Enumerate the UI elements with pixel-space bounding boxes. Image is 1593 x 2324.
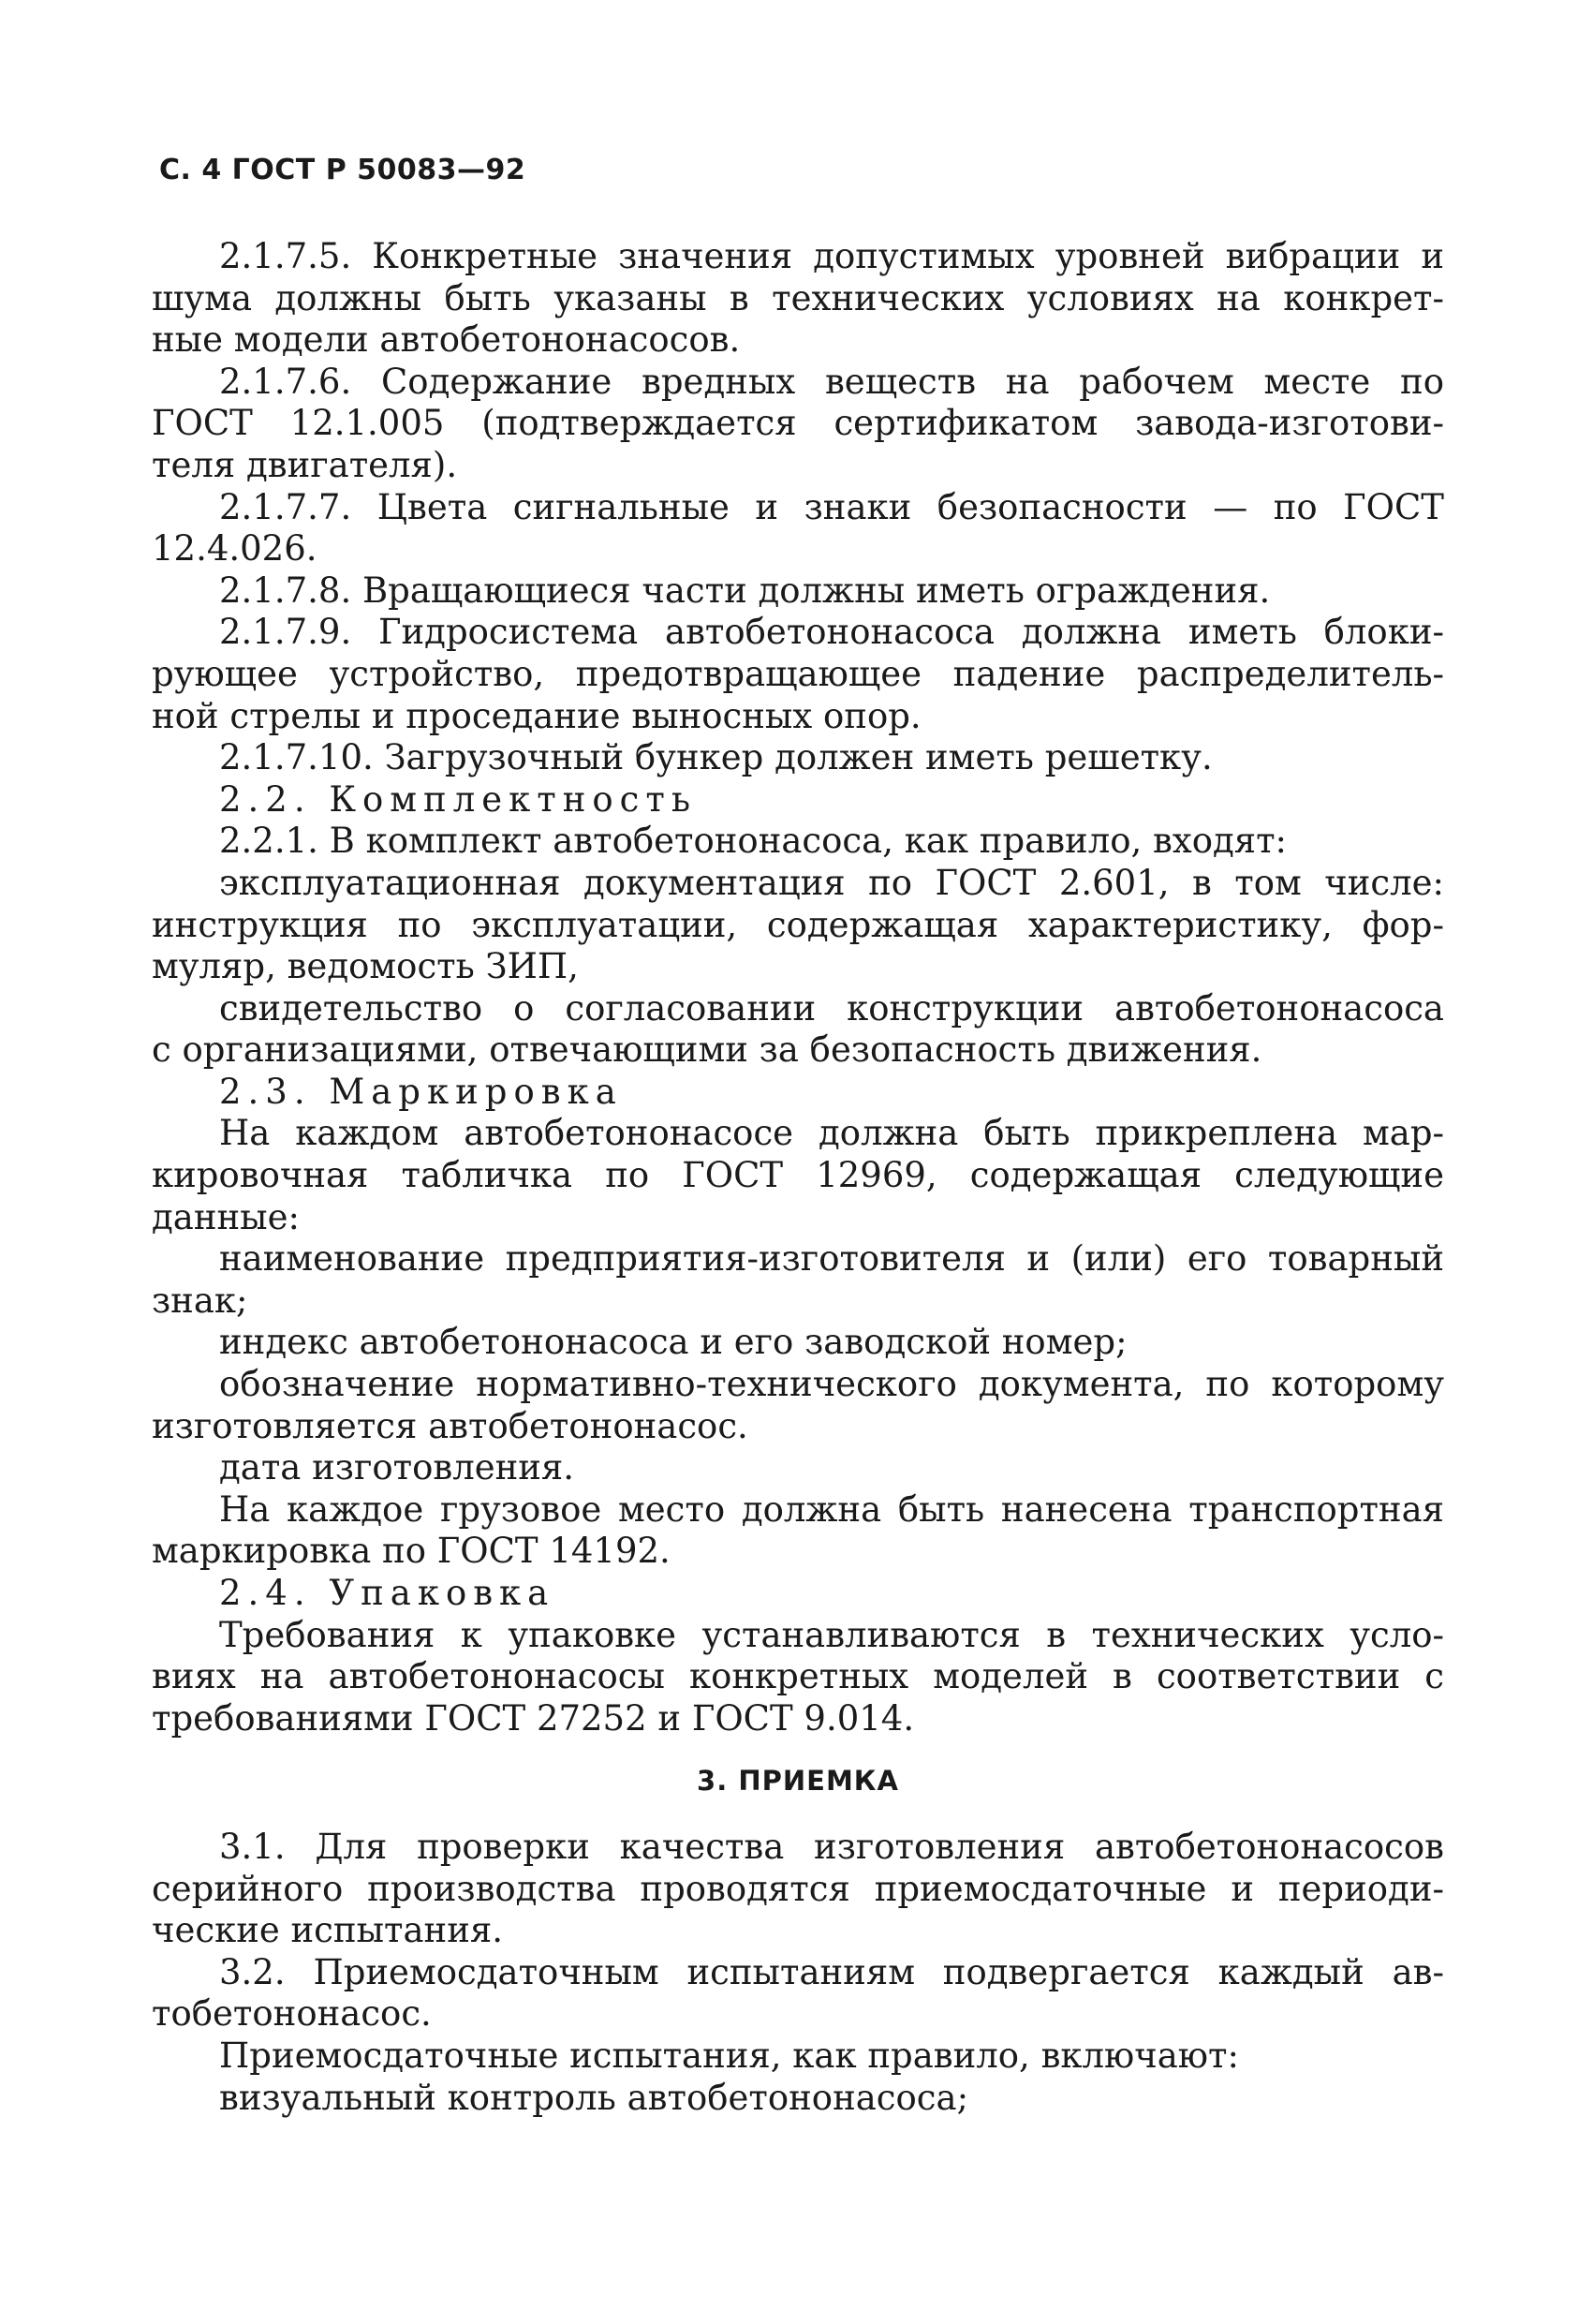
subsection-heading: 2.2. Комплектность (219, 778, 697, 820)
text-line: На каждом автобетононасосе должна быть прикреплена мар- (219, 1113, 1444, 1154)
section-title: 3. ПРИЕМКА (697, 1765, 899, 1798)
text-line: рующее устройство, предотвращающее падение распределитель- (152, 653, 1444, 694)
text-line: свидетельство о согласовании конструкции автобетононасоса (219, 987, 1444, 1029)
text-line: с организациями, отвечающими за безопасность движения. (152, 1029, 1262, 1071)
text-line: ные модели автобетононасосов. (152, 319, 741, 361)
text-line: маркировка по ГОСТ 14192. (152, 1531, 671, 1572)
text-line: дата изготовления. (219, 1447, 575, 1488)
text-line: теля двигателя). (152, 444, 458, 485)
text-line: 3.2. Приемосдаточным испытаниям подвергается каждый ав- (219, 1951, 1444, 1992)
subsection-heading: 2.4. Упаковка (219, 1573, 555, 1613)
text-line: инструкция по эксплуатации, содержащая характеристику, фор- (152, 904, 1444, 945)
text-line: 2.2.1. В комплект автобетононасоса, как правило, входят: (219, 821, 1288, 862)
text-line: данные: (152, 1196, 300, 1237)
text-line: 2.1.7.10. Загрузочный бункер должен иметь решетку. (219, 737, 1213, 778)
text-line: наименование предприятия-изготовителя и (или) его товарный (219, 1238, 1444, 1280)
body-text (152, 236, 1444, 2119)
text-line: 3.1. Для проверки качества изготовления автобетононасосов (219, 1826, 1444, 1867)
text-line: 2.1.7.6. Содержание вредных веществ на рабочем месте по (219, 361, 1444, 402)
text-line: тобетононасос. (152, 1993, 432, 2035)
text-line: ческие испытания. (152, 1910, 503, 1951)
text-line: шума должны быть указаны в технических условиях на конкрет- (152, 277, 1444, 318)
text-line: 12.4.026. (152, 528, 317, 570)
text-line: Требования к упаковке устанавливаются в технических усло- (219, 1614, 1444, 1655)
text-line: визуальный контроль автобетононасоса; (219, 2077, 969, 2118)
text-line: муляр, ведомость ЗИП, (152, 946, 579, 987)
page-header: С. 4 ГОСТ Р 50083—92 (159, 154, 526, 186)
text-line: виях на автобетононасосы конкретных моделей в соответствии с (152, 1656, 1444, 1697)
text-line: серийного производства проводятся приемосдаточные и периоди- (152, 1868, 1444, 1909)
text-line: эксплуатационная документация по ГОСТ 2.601, в том числе: (219, 862, 1444, 903)
text-line: индекс автобетононасоса и его заводской номер; (219, 1322, 1128, 1363)
text-line: 2.1.7.7. Цвета сигнальные и знаки безопасности — по ГОСТ (219, 486, 1444, 527)
text-line: требованиями ГОСТ 27252 и ГОСТ 9.014. (152, 1697, 915, 1739)
text-line: 2.1.7.8. Вращающиеся части должны иметь ограждения. (219, 570, 1271, 611)
text-line: 2.1.7.5. Конкретные значения допустимых уровней вибрации и (219, 236, 1444, 276)
subsection-heading: 2.3. Маркировка (219, 1071, 623, 1112)
text-line: ГОСТ 12.1.005 (подтверждается сертификатом завода-изготови- (152, 403, 1444, 444)
text-line: ной стрелы и проседание выносных опор. (152, 695, 922, 736)
text-line: знак; (152, 1280, 248, 1321)
text-line: На каждое грузовое место должна быть нанесена транспортная (219, 1488, 1444, 1530)
text-line: обозначение нормативно-технического документа, по которому (219, 1364, 1444, 1405)
text-line: Приемосдаточные испытания, как правило, включают: (219, 2035, 1239, 2076)
text-line: изготовляется автобетононасос. (152, 1405, 748, 1446)
text-line: кировочная табличка по ГОСТ 12969, содержащая следующие (152, 1155, 1444, 1196)
text-line: 2.1.7.9. Гидросистема автобетононасоса должна иметь блоки- (219, 612, 1444, 653)
